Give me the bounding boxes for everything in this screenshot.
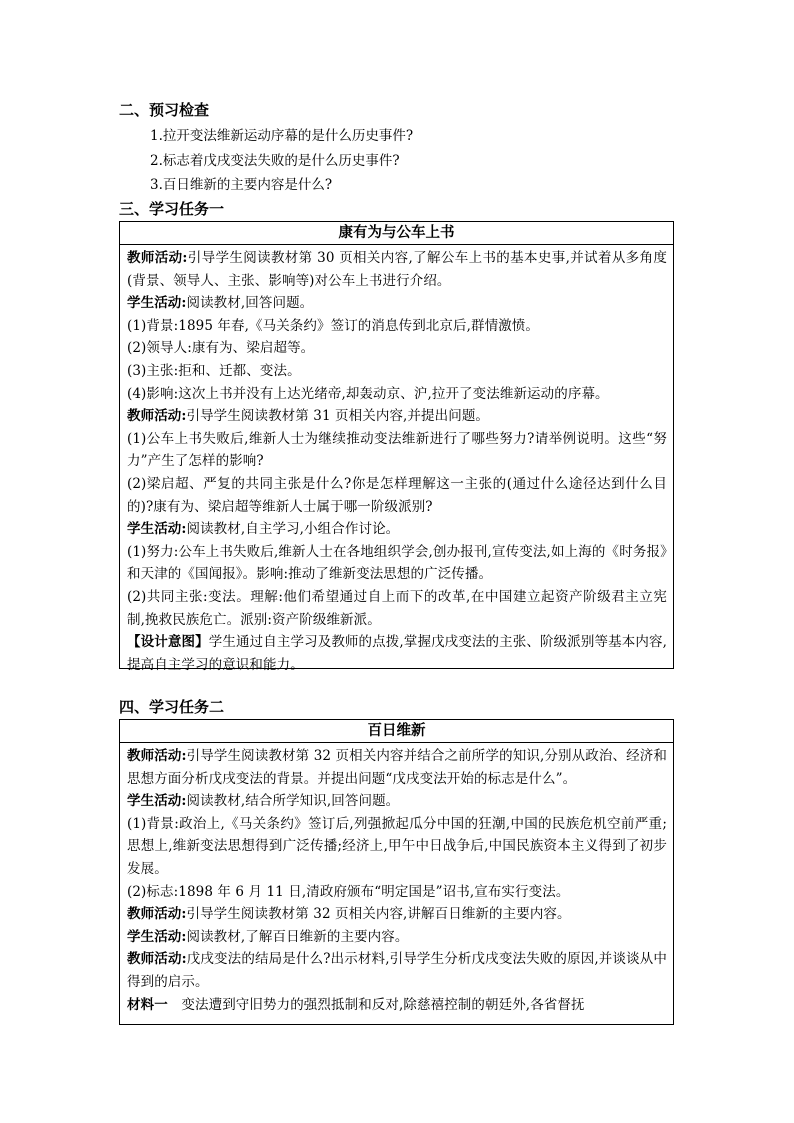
task2-teacher-activity-1 bbox=[127, 745, 667, 790]
teacher-activity-label: 教师活动: bbox=[127, 906, 187, 923]
student-activity-label: 学生活动: bbox=[127, 295, 187, 312]
teacher-activity-text: 引导学生阅读教材第 32 页相关内容并结合之前所学的知识,分别从政治、经济和思想方面分析戊戌变法的背景。并提出问题“戊戌变法开始的标志是什么”。 bbox=[127, 748, 668, 787]
teacher-activity-text: 引导学生阅读教材第 31 页相关内容,并提出问题。 bbox=[186, 408, 490, 425]
student-activity-text: 阅读教材,结合所学知识,回答问题。 bbox=[186, 793, 400, 810]
task2-table bbox=[119, 719, 674, 1025]
preview-question-3: 3.百日维新的主要内容是什么? bbox=[150, 177, 333, 193]
preview-question-1: 1.拉开变法维新运动序幕的是什么历史事件? bbox=[150, 128, 414, 144]
material-label: 材料一 bbox=[127, 996, 168, 1013]
design-intent-text: 学生通过自主学习及教师的点拨,掌握戊戌变法的主张、阶级派别等基本内容,提高自主学习的意识和能力。 bbox=[127, 634, 667, 673]
task1-teacher-activity-1 bbox=[127, 247, 667, 292]
teacher-activity-text: 戊戌变法的结局是什么?出示材料,引导学生分析戊戌变法失败的原因,并谈谈从中得到的启示。 bbox=[127, 951, 667, 990]
task2-student-activity-2 bbox=[127, 926, 667, 949]
task2-student-activity-1 bbox=[127, 790, 667, 813]
task1-student-activity-2 bbox=[127, 518, 667, 541]
teacher-activity-text: 引导学生阅读教材第 30 页相关内容,了解公车上书的基本史事,并试着从多角度(背景、领导人、主张、影响等)对公车上书进行介绍。 bbox=[127, 250, 667, 289]
student-activity-text: 阅读教材,了解百日维新的主要内容。 bbox=[186, 928, 409, 945]
task2-teacher-activity-3 bbox=[127, 948, 667, 993]
section-heading-preview: 二、预习检查 bbox=[119, 101, 210, 119]
task1-answer-background: (1)背景:1895 年春,《马关条约》签订的消息传到北京后,群情激愤。 bbox=[127, 317, 540, 334]
teacher-activity-label: 教师活动: bbox=[127, 951, 187, 968]
task1-answer-proposal: (3)主张:拒和、迁都、变法。 bbox=[127, 362, 301, 379]
design-intent-label: 【设计意图】 bbox=[127, 634, 209, 651]
material-text: 变法遭到守旧势力的强烈抵制和反对,除慈禧控制的朝廷外,各省督抚 bbox=[167, 996, 585, 1013]
task2-answer-background: (1)背景:政治上,《马关条约》签订后,列强掀起瓜分中国的狂潮,中国的民族危机空前严重;思想上,维新变法思想得到广泛传播;经济上,甲午中日战争后,中国民族资本主义得到了初步发展。 bbox=[127, 815, 667, 877]
task1-table bbox=[119, 221, 674, 673]
task1-body bbox=[120, 245, 673, 679]
student-activity-label: 学生活动: bbox=[127, 793, 187, 810]
teacher-activity-text: 引导学生阅读教材第 32 页相关内容,讲解百日维新的主要内容。 bbox=[186, 906, 571, 923]
task1-answer-efforts: (1)努力:公车上书失败后,维新人士在各地组织学会,创办报刊,宣传变法,如上海的《时务报》和天津的《国闻报》。影响:推动了维新变法思想的广泛传播。 bbox=[127, 543, 667, 583]
task1-answer-leader: (2)领导人:康有为、梁启超等。 bbox=[127, 340, 315, 357]
student-activity-text: 阅读教材,回答问题。 bbox=[186, 295, 314, 312]
task2-body bbox=[120, 743, 673, 1019]
task1-question-2: (2)梁启超、严复的共同主张是什么?你是怎样理解这一主张的(通过什么途径达到什么目的)?康有为、梁启超等维新人士属于哪一阶级派别? bbox=[127, 475, 667, 515]
teacher-activity-label: 教师活动: bbox=[127, 748, 187, 764]
task2-answer-marker: (2)标志:1898 年 6 月 11 日,清政府颁布“明定国是”诏书,宣布实行变法。 bbox=[127, 883, 570, 900]
teacher-activity-label: 教师活动: bbox=[127, 250, 188, 266]
task1-answer-influence: (4)影响:这次上书并没有上达光绪帝,却轰动京、沪,拉开了变法维新运动的序幕。 bbox=[127, 385, 609, 402]
student-activity-label: 学生活动: bbox=[127, 928, 187, 945]
preview-question-2: 2.标志着戊戌变法失败的是什么历史事件? bbox=[150, 153, 400, 169]
task2-material-1 bbox=[127, 994, 667, 1017]
task2-teacher-activity-2 bbox=[127, 903, 667, 926]
task2-title: 百日维新 bbox=[120, 720, 673, 743]
task1-question-1: (1)公车上书失败后,维新人士为继续推动变法维新进行了哪些努力?请举例说明。这些“努力”产生了怎样的影响? bbox=[127, 430, 667, 470]
student-activity-label: 学生活动: bbox=[127, 521, 187, 538]
teacher-activity-label: 教师活动: bbox=[127, 408, 187, 425]
section-heading-task1: 三、学习任务一 bbox=[119, 200, 225, 218]
task1-answer-common-proposal: (2)共同主张:变法。理解:他们希望通过自上而下的改革,在中国建立起资产阶级君主立宪制,挽救民族危亡。派别:资产阶级维新派。 bbox=[127, 588, 667, 628]
task1-teacher-activity-2 bbox=[127, 405, 667, 428]
task1-design-intent bbox=[127, 631, 667, 676]
student-activity-text: 阅读教材,自主学习,小组合作讨论。 bbox=[186, 521, 400, 538]
section-heading-task2: 四、学习任务二 bbox=[119, 698, 225, 716]
task1-title: 康有为与公车上书 bbox=[120, 222, 673, 245]
task1-student-activity-1 bbox=[127, 292, 667, 315]
